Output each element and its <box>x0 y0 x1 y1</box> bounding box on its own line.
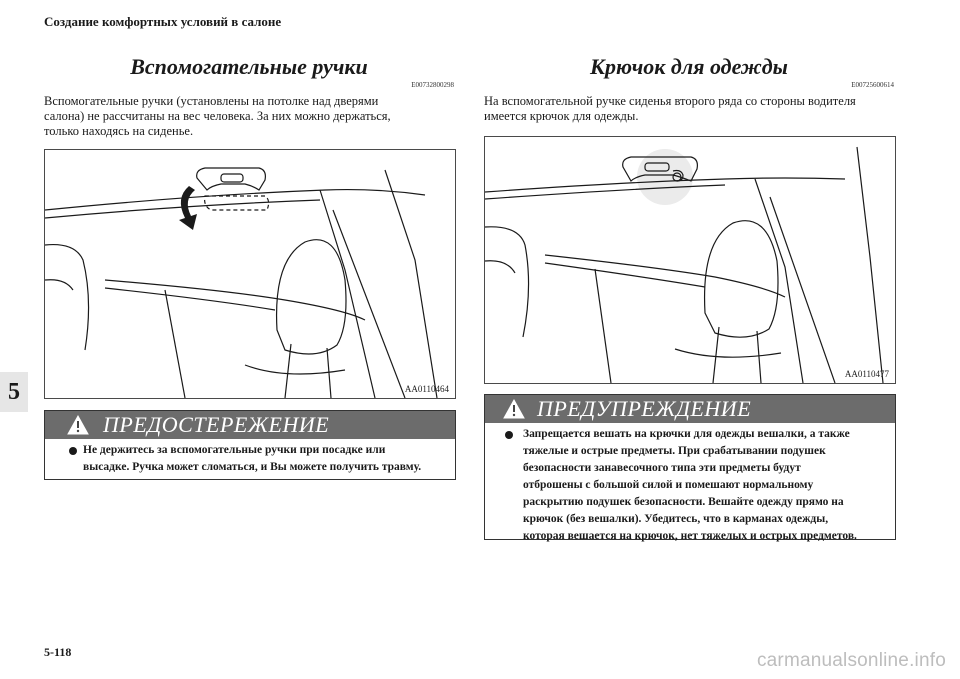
left-warning-header <box>45 411 455 439</box>
right-figure-label: AA0110477 <box>844 369 889 379</box>
right-warning-line: Запрещается вешать на крючки для одежды вешалки, а также <box>523 428 850 440</box>
watermark[interactable]: carmanualsonline.info <box>756 650 946 671</box>
right-warning-line: тяжелые и острые предметы. При срабатывании подушек <box>523 445 826 457</box>
chapter-tab: 5 <box>0 372 28 412</box>
left-section-text <box>44 94 464 139</box>
left-text-line: салона) не рассчитаны на вес человека. За них можно держаться, <box>44 109 391 123</box>
left-warning-line: Не держитесь за вспомогательные ручки при посадке или <box>83 444 386 456</box>
right-warning-line: крючок (без вешалки). Убедитесь, что в карманах одежды, <box>523 513 829 525</box>
left-warning-line: высадке. Ручка может сломаться, и Вы можете получить травму. <box>83 461 422 473</box>
right-warning-line: безопасности занавесочного типа эти предметы будут <box>523 462 801 474</box>
page-header: Создание комфортных условий в салоне <box>44 14 282 29</box>
right-warning-heading: ПРЕДУПРЕЖДЕНИЕ <box>537 396 752 421</box>
left-warning-body <box>45 439 455 476</box>
right-section-text <box>484 94 904 124</box>
right-section-code: E00725600614 <box>851 81 894 89</box>
left-warning-heading: ПРЕДОСТЕРЕЖЕНИЕ <box>103 412 330 437</box>
right-warning-line: отброшены с большой силой и помешают нормальному <box>523 479 814 491</box>
left-warning-box <box>44 410 456 480</box>
left-text-line: Вспомогательные ручки (установлены на потолке над дверями <box>44 94 379 108</box>
page-number: 5-118 <box>44 645 72 659</box>
left-section-code: E00732800298 <box>411 81 454 89</box>
bullet-icon <box>505 431 513 439</box>
right-warning-line: которая вешается на крючок, нет тяжелых и острых предметов. <box>523 530 857 542</box>
right-text-line: имеется крючок для одежды. <box>484 109 639 123</box>
coat-hook-figure <box>484 136 896 384</box>
assist-grip-illustration <box>45 150 455 398</box>
right-warning-body <box>485 423 895 545</box>
warning-triangle-icon <box>67 415 89 435</box>
right-section-title: Крючок для одежды <box>590 54 788 79</box>
right-text-line: На вспомогательной ручке сиденья второго ряда со стороны водителя <box>484 94 856 108</box>
left-figure-label: AA0110464 <box>404 384 449 394</box>
right-warning-header <box>485 395 895 423</box>
coat-hook-illustration <box>485 137 895 383</box>
right-warning-box <box>484 394 896 540</box>
left-text-line: только находясь на сиденье. <box>44 124 194 138</box>
assist-grip-figure <box>44 149 456 399</box>
bullet-icon <box>69 447 77 455</box>
right-warning-line: раскрытию подушек безопасности. Вешайте одежду прямо на <box>523 496 844 508</box>
left-section-title: Вспомогательные ручки <box>130 54 368 79</box>
warning-triangle-icon <box>503 399 525 419</box>
